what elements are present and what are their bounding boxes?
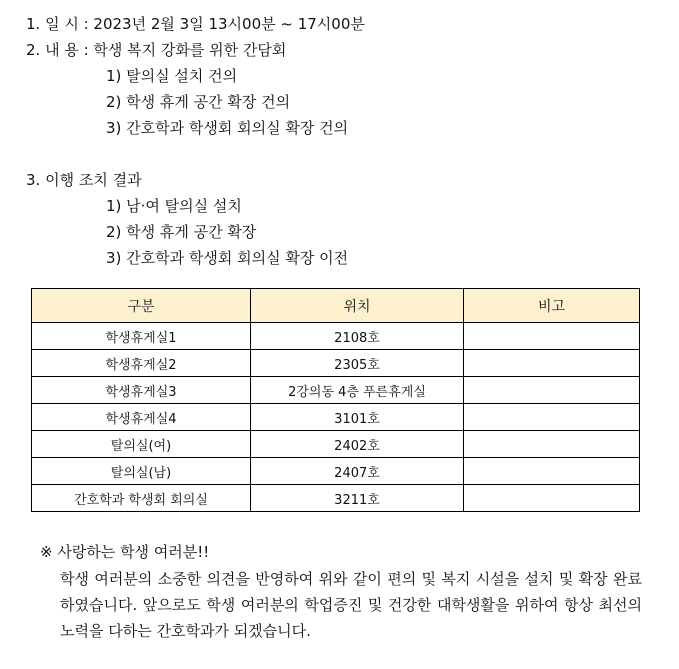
- cell-category: 학생휴게실4: [32, 404, 251, 431]
- note-title: ※ 사랑하는 학생 여러분!!: [40, 543, 210, 561]
- content-item: 1) 탈의실 설치 건의: [106, 67, 238, 85]
- date-line: 1. 일 시 : 2023년 2월 3일 13시00분 ~ 17시00분: [26, 15, 365, 33]
- content-line: 2. 내 용 : 학생 복지 강화를 위한 간담회: [26, 41, 287, 59]
- content-item: 3) 간호학과 학생회 회의실 확장 건의: [106, 119, 349, 137]
- table-row: [32, 485, 640, 512]
- header-category: 구분: [32, 289, 251, 323]
- cell-category: 탈의실(여): [32, 431, 251, 458]
- cell-location: 2108호: [251, 323, 464, 350]
- cell-location: 2407호: [251, 458, 464, 485]
- cell-location: 3211호: [251, 485, 464, 512]
- table-row: [32, 350, 640, 377]
- cell-category: 학생휴게실3: [32, 377, 251, 404]
- content-item: 2) 학생 휴게 공간 확장 건의: [106, 93, 291, 111]
- result-line: 3. 이행 조치 결과: [26, 171, 142, 189]
- result-item: 2) 학생 휴게 공간 확장: [106, 223, 257, 241]
- header-location: 위치: [251, 289, 464, 323]
- cell-category: 학생휴게실2: [32, 350, 251, 377]
- cell-category: 간호학과 학생회 회의실: [32, 485, 251, 512]
- cell-remarks: [464, 431, 640, 458]
- table-row: [32, 458, 640, 485]
- table-row: [32, 323, 640, 350]
- cell-remarks: [464, 404, 640, 431]
- cell-location: 3101호: [251, 404, 464, 431]
- cell-location: 2305호: [251, 350, 464, 377]
- cell-remarks: [464, 485, 640, 512]
- result-item: 3) 간호학과 학생회 회의실 확장 이전: [106, 249, 349, 267]
- cell-remarks: [464, 377, 640, 404]
- table-header-row: [32, 289, 640, 323]
- table-row: [32, 377, 640, 404]
- cell-category: 탈의실(남): [32, 458, 251, 485]
- cell-location: 2402호: [251, 431, 464, 458]
- cell-category: 학생휴게실1: [32, 323, 251, 350]
- note-body: 학생 여러분의 소중한 의견을 반영하여 위와 같이 편의 및 복지 시설을 설치 및 확장 완료하였습니다. 앞으로도 학생 여러분의 학업증진 및 건강한 대학생활을 위하여 항상 최선의 노력을 다하는 간호학과가 되겠습니다.: [60, 570, 642, 640]
- cell-remarks: [464, 350, 640, 377]
- result-item: 1) 남·여 탈의실 설치: [106, 197, 242, 215]
- cell-remarks: [464, 323, 640, 350]
- table-row: [32, 404, 640, 431]
- header-remarks: 비고: [464, 289, 640, 323]
- table-row: [32, 431, 640, 458]
- facility-table: [31, 288, 640, 512]
- cell-location: 2강의동 4층 푸른휴게실: [251, 377, 464, 404]
- cell-remarks: [464, 458, 640, 485]
